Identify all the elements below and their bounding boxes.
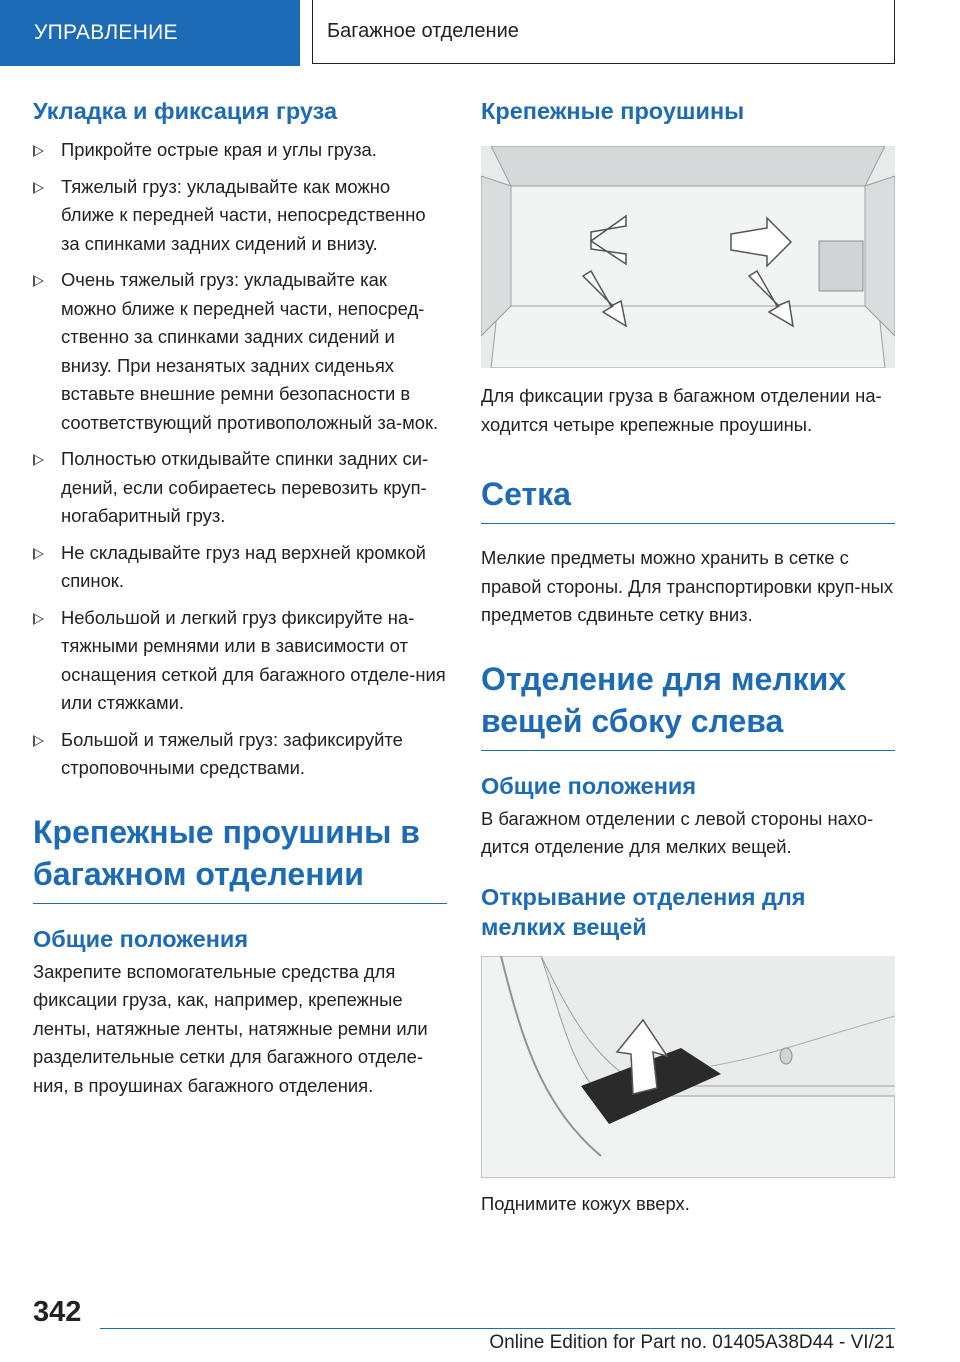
subheading-general: Общие положения — [33, 925, 249, 952]
footer-divider — [100, 1328, 895, 1329]
paragraph-general: Закрепите вспомогательные средства для фиксации груза, как, например, крепежные ленты, натяжные ленты, натяжные ремни или разделительные сетки для багажного отделе-ния, в проушинах багажного отделения. — [33, 960, 428, 1096]
paragraph-net: Мелкие предметы можно хранить в сетке с правой стороны. Для транспортировки круп-ных предметов сдвиньте сетку вниз. — [481, 547, 894, 625]
subheading-general-right: Общие положения — [481, 772, 697, 799]
heading-lashing-eyes-block — [33, 811, 447, 904]
right-column — [481, 96, 895, 1218]
subheading-opening-compartment: Открывание отделения для мелких вещей — [481, 883, 806, 940]
section-header — [312, 0, 895, 64]
caption-lashing-eyes: Для фиксации груза в багажном отделении на-ходится четыре крепежные проушины. — [481, 385, 882, 435]
triangle-bullet-icon — [33, 548, 44, 560]
triangle-bullet-icon — [33, 454, 44, 466]
heading-load-securing: Укладка и фиксация груза — [33, 98, 338, 124]
triangle-bullet-icon — [33, 182, 44, 194]
triangle-bullet-icon — [33, 613, 44, 625]
list-item: Прикройте острые края и углы груза. — [33, 136, 447, 165]
list-item: Небольшой и легкий груз фиксируйте на-тяжными ремнями или в зависимости от оснащения сеткой для багажного отделе-ния или стяжками. — [33, 604, 447, 718]
heading-side-compartment-block — [481, 658, 895, 751]
trunk-lashing-eyes-image — [481, 146, 895, 368]
load-securing-list — [33, 136, 447, 783]
heading-lashing-eyes-in-trunk: Крепежные проушины в багажном отделении — [33, 813, 420, 892]
heading-net-block — [481, 473, 895, 524]
caption-lift-cover: Поднимите кожух вверх. — [481, 1192, 690, 1214]
triangle-bullet-icon — [33, 145, 44, 157]
list-item: Не складывайте груз над верхней кромкой спинок. — [33, 539, 447, 596]
paragraph-side-compartment: В багажном отделении с левой стороны нахо-дится отделение для мелких вещей. — [481, 807, 874, 857]
section-title: Багажное отделение — [327, 20, 519, 42]
left-column — [33, 96, 447, 1100]
chapter-tab — [0, 0, 300, 66]
list-item: Очень тяжелый груз: укладывайте как можно ближе к передней части, непосред-ственно за спинками задних сидений и внизу. При незанятых задних сиденьях вставьте внешние ремни безопасности в соответствующий противоположный за-мок. — [33, 266, 447, 437]
heading-lashing-eyes: Крепежные проушины — [481, 98, 745, 124]
heading-net: Сетка — [481, 476, 571, 512]
list-item: Большой и тяжелый груз: зафиксируйте строповочными средствами. — [33, 726, 447, 783]
chapter-title: УПРАВЛЕНИЕ — [34, 21, 178, 44]
triangle-bullet-icon — [33, 735, 44, 747]
list-item: Тяжелый груз: укладывайте как можно ближе к передней части, непосредственно за спинками задних сидений и внизу. — [33, 173, 447, 259]
list-item: Полностью откидывайте спинки задних си-дений, если собираетесь перевозить круп-ногабаритный груз. — [33, 445, 447, 531]
heading-side-compartment: Отделение для мелких вещей сбоку слева — [481, 660, 847, 739]
page-number: 342 — [33, 1296, 82, 1328]
footer-edition: Online Edition for Part no. 01405A38D44 - VI/21 — [489, 1332, 895, 1353]
side-compartment-image — [481, 956, 895, 1178]
triangle-bullet-icon — [33, 275, 44, 287]
